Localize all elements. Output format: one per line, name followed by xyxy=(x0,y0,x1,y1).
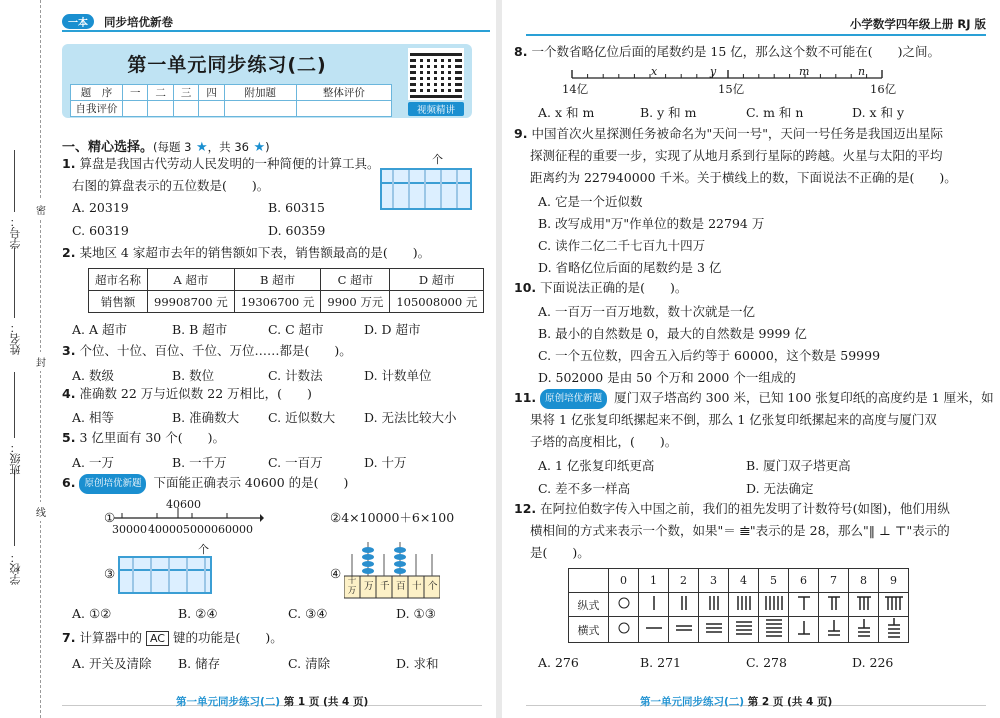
option-b[interactable]: B. 271 xyxy=(640,655,681,670)
table-row xyxy=(569,593,909,617)
option-b[interactable]: B. 储存 xyxy=(178,656,221,671)
table-cell: 6 xyxy=(789,569,819,593)
footer-right xyxy=(640,694,832,709)
number-underline xyxy=(14,150,15,212)
table-cell: 横式 xyxy=(569,617,609,643)
option-a[interactable]: A. A 超市 xyxy=(72,322,127,337)
option-a[interactable]: A. 1 亿张复印纸更高 xyxy=(538,458,655,473)
question-number: 8. xyxy=(514,44,528,59)
option-c[interactable]: C. 278 xyxy=(746,655,787,670)
rod-symbol xyxy=(729,593,759,617)
page-left xyxy=(0,0,498,718)
abacus-rod xyxy=(408,170,410,208)
question-number: 12. xyxy=(514,501,537,516)
section-note-c: ) xyxy=(265,140,270,154)
option-b[interactable]: B. B 超市 xyxy=(172,322,228,337)
option-d[interactable]: D. 十万 xyxy=(364,455,407,470)
question-text: 键的功能是( )。 xyxy=(172,630,283,645)
score-cell[interactable] xyxy=(123,101,148,117)
table-cell: 19306700 元 xyxy=(234,291,321,313)
title-box xyxy=(62,44,472,118)
rod-symbol xyxy=(669,593,699,617)
qr-caption: 视频精讲 xyxy=(408,102,464,116)
rod-symbol xyxy=(699,617,729,643)
place-label: 十万 xyxy=(347,576,357,596)
question-text: 一个数省略亿位后面的尾数约是 15 亿，那么这个数不可能在( )之间。 xyxy=(531,44,941,59)
question-1 xyxy=(62,154,379,174)
question-number: 6. xyxy=(62,475,76,490)
question-number: 2. xyxy=(62,245,76,260)
option-b[interactable]: B. 准确数大 xyxy=(172,410,240,425)
place-label: 十 xyxy=(412,581,422,592)
question-1-line2: 右图的算盘表示的五位数是( )。 xyxy=(72,178,270,193)
rod-symbol xyxy=(759,617,789,643)
table-cell: 超市名称 xyxy=(89,269,148,291)
fig1-tick-label: 50000 xyxy=(183,523,218,536)
question-text: 准确数 22 万与近似数 22 万相比，( ) xyxy=(79,386,312,401)
question-5 xyxy=(62,428,225,448)
rod-symbol xyxy=(639,593,669,617)
rod-symbol xyxy=(789,617,819,643)
table-row xyxy=(569,569,909,593)
score-cell: 四 xyxy=(199,85,224,101)
question-text: 厦门双子塔高约 300 米，已知 100 张复印纸的高度约是 1 厘米，如 xyxy=(614,390,994,405)
option-d[interactable]: D. 无法比较大小 xyxy=(364,410,457,425)
question-12 xyxy=(514,499,950,519)
question-text: 算盘是我国古代劳动人民发明的一种简便的计算工具。 xyxy=(79,156,380,171)
option-a[interactable]: A. 开关及清除 xyxy=(72,656,152,671)
line-label: 14亿 xyxy=(562,82,589,96)
rod-symbol xyxy=(609,617,639,643)
option-a[interactable]: A. 它是一个近似数 xyxy=(538,194,643,209)
question-6 xyxy=(62,473,348,494)
table-cell: 9 xyxy=(879,569,909,593)
fig3-abacus xyxy=(118,556,212,594)
fig1-label: ① xyxy=(104,510,116,525)
option-c[interactable]: C. 清除 xyxy=(288,656,331,671)
question-9 xyxy=(514,124,943,144)
question-number: 4. xyxy=(62,386,76,401)
table-cell: B 超市 xyxy=(234,269,321,291)
question-number: 3. xyxy=(62,343,76,358)
table-cell: 纵式 xyxy=(569,593,609,617)
option-d[interactable]: D. x 和 y xyxy=(852,105,905,120)
question-number: 1. xyxy=(62,156,76,171)
question-2 xyxy=(62,243,430,263)
fig2-expression: ②4×10000＋6×100 xyxy=(330,510,455,525)
question-text: 下面能正确表示 40600 的是( ) xyxy=(153,475,349,490)
option-a[interactable]: A. 相等 xyxy=(72,410,114,425)
table-cell: 销售额 xyxy=(89,291,148,313)
option-b[interactable]: B. 一千万 xyxy=(172,455,227,470)
ac-key: AC xyxy=(146,631,169,646)
qr-code-icon[interactable] xyxy=(408,48,464,100)
section-title: 一、精心选择。 xyxy=(62,140,154,155)
option-b[interactable]: B. ②④ xyxy=(178,606,218,621)
section-note-a: (每题 3 xyxy=(153,140,192,154)
line-label: 15亿 xyxy=(718,82,745,96)
table-cell: C 超市 xyxy=(321,269,390,291)
question-text: 个位、十位、百位、千位、万位……都是( )。 xyxy=(79,343,352,358)
score-cell: 二 xyxy=(148,85,173,101)
option-d[interactable]: D. D 超市 xyxy=(364,322,421,337)
question-text: 在阿拉伯数字传入中国之前，我们的祖先发明了计数符号(如图)，他们用纵 xyxy=(540,501,950,516)
option-d[interactable]: D. 无法确定 xyxy=(746,481,814,496)
question-3 xyxy=(62,341,352,361)
footer-left xyxy=(176,694,368,709)
rod-symbol xyxy=(819,617,849,643)
point-x: x xyxy=(651,65,658,78)
number-label: 学号： xyxy=(9,216,22,249)
seal-feng: 封 xyxy=(36,352,46,371)
table-cell: 5 xyxy=(759,569,789,593)
option-c[interactable]: C. 计数法 xyxy=(268,368,323,383)
point-m: m xyxy=(799,65,810,78)
option-d[interactable]: D. 省略亿位后面的尾数约是 3 亿 xyxy=(538,260,722,275)
question-number: 7. xyxy=(62,630,76,645)
footer-title: 第一单元同步练习(二) xyxy=(176,696,281,708)
question-12-line2: 横相间的方式来表示一个数，如果"＝ 𝍨"表示的是 28，那么"‖ ⊥ ⊤"表示的 xyxy=(530,523,950,538)
place-label: 个 xyxy=(428,581,438,592)
counting-rod-table xyxy=(568,568,909,643)
school-underline xyxy=(14,470,15,546)
option-c[interactable]: C. 读作二亿二千七百九十四万 xyxy=(538,238,706,253)
point-y: y xyxy=(710,65,717,78)
score-cell: 整体评价 xyxy=(296,85,391,101)
question-7 xyxy=(62,628,283,649)
score-cell[interactable] xyxy=(296,101,391,117)
table-cell: 3 xyxy=(699,569,729,593)
fig1-tick-label: 30000 xyxy=(112,523,147,536)
question-11-line3: 子塔的高度相比，( )。 xyxy=(530,434,678,449)
binding-strip xyxy=(0,0,62,718)
line-label: 16亿 xyxy=(870,82,897,96)
question-11-line2: 果将 1 亿张复印纸摞起来不倒，那么 1 亿张复印纸摞起来的高度与厦门双 xyxy=(530,412,937,427)
score-cell[interactable] xyxy=(224,101,296,117)
fig1-tick-label: 60000 xyxy=(218,523,253,536)
option-c[interactable]: C. 一百万 xyxy=(268,455,323,470)
option-a[interactable]: A. 276 xyxy=(538,655,579,670)
rod-symbol xyxy=(789,593,819,617)
fig3-label: ③ xyxy=(104,566,116,581)
option-a[interactable]: A. x 和 m xyxy=(538,105,595,120)
table-cell: A 超市 xyxy=(148,269,235,291)
original-tag: 原创培优新题 xyxy=(540,389,607,409)
option-a[interactable]: A. 一百万一百万地数，数十次就是一亿 xyxy=(538,304,755,319)
table-cell: 8 xyxy=(849,569,879,593)
table-cell: 99908700 元 xyxy=(148,291,235,313)
table-cell: 4 xyxy=(729,569,759,593)
table-cell: 2 xyxy=(669,569,699,593)
option-b[interactable]: B. 改写成用"万"作单位的数是 22794 万 xyxy=(538,216,765,231)
rod-symbol xyxy=(729,617,759,643)
score-cell: 附加题 xyxy=(224,85,296,101)
score-cell[interactable] xyxy=(148,101,173,117)
page-number: 第 2 页 (共 4 页) xyxy=(747,696,833,708)
abacus-rod xyxy=(424,170,426,208)
header-bar xyxy=(62,14,490,32)
option-b[interactable]: B. 厦门双子塔更高 xyxy=(746,458,851,473)
question-9-line2: 探测征程的重要一步，实现了从地月系到行星际的跨越。火星与太阳的平均 xyxy=(530,148,943,163)
option-a[interactable]: A. ①② xyxy=(72,606,112,621)
fig4-counting-rods xyxy=(344,540,440,600)
section-note-b: ，共 36 xyxy=(207,140,249,154)
option-c[interactable]: C. ③④ xyxy=(288,606,328,621)
table-row xyxy=(89,269,484,291)
abacus-rod xyxy=(204,558,206,592)
option-c[interactable]: C. 差不多一样高 xyxy=(538,481,631,496)
rod-symbol xyxy=(879,593,909,617)
page-number: 第 1 页 (共 4 页) xyxy=(283,696,369,708)
question-10 xyxy=(514,278,687,298)
score-row-header xyxy=(71,85,392,101)
table-cell: 1 xyxy=(639,569,669,593)
question-number: 9. xyxy=(514,126,528,141)
rod-symbol xyxy=(639,617,669,643)
place-label: 千 xyxy=(380,581,390,592)
point-n: n xyxy=(858,65,866,78)
fig1-top-label: 40600 xyxy=(166,498,201,511)
question-12-line3: 是( )。 xyxy=(530,545,590,560)
score-table xyxy=(70,84,392,117)
section-heading xyxy=(62,136,270,155)
book-name: 小学数学四年级上册 RJ 版 xyxy=(849,17,986,31)
table-cell xyxy=(569,569,609,593)
question-8 xyxy=(514,42,940,62)
option-b[interactable]: B. 最小的自然数是 0，最大的自然数是 9999 亿 xyxy=(538,326,807,341)
question-number: 11. xyxy=(514,390,537,405)
table-row xyxy=(569,617,909,643)
abacus-rod xyxy=(456,170,458,208)
score-cell: 三 xyxy=(173,85,198,101)
option-a[interactable]: A. 20319 xyxy=(72,200,129,215)
table-row xyxy=(89,291,484,313)
abacus-rod xyxy=(150,558,152,592)
rod-symbol xyxy=(699,593,729,617)
seal-xian: 线 xyxy=(36,502,46,521)
rod-symbol xyxy=(849,617,879,643)
score-cell[interactable] xyxy=(199,101,224,117)
place-label: 万 xyxy=(364,581,374,592)
option-d[interactable]: D. 求和 xyxy=(396,656,439,671)
option-b[interactable]: B. 60315 xyxy=(268,200,325,215)
name-label: 姓名： xyxy=(9,322,22,355)
abacus-rod xyxy=(132,558,134,592)
page-title: 第一单元同步练习(二) xyxy=(127,54,327,76)
abacus-mark: 个 xyxy=(432,153,443,166)
series-name: 同步培优新卷 xyxy=(104,15,174,29)
option-a[interactable]: A. 数级 xyxy=(72,368,114,383)
question-number: 10. xyxy=(514,280,537,295)
score-cell: 题 序 xyxy=(71,85,123,101)
question-9-line3: 距离约为 227940000 千米。关于横线上的数，下面说法不正确的是( )。 xyxy=(530,170,957,185)
question-number: 5. xyxy=(62,430,76,445)
fig3-mark: 个 xyxy=(198,543,209,556)
option-d[interactable]: D. 60359 xyxy=(268,223,326,238)
brand-logo: 一本 xyxy=(62,14,94,29)
option-c[interactable]: C. 60319 xyxy=(72,223,129,238)
score-cell[interactable] xyxy=(173,101,198,117)
star-icon: ★ xyxy=(196,140,208,155)
score-cell: 一 xyxy=(123,85,148,101)
sales-table xyxy=(88,268,484,313)
option-c[interactable]: C. 一个五位数，四舍五入后约等于 60000，这个数是 59999 xyxy=(538,348,881,363)
option-d[interactable]: D. ①③ xyxy=(396,606,436,621)
name-underline xyxy=(14,248,15,318)
header-rule xyxy=(526,34,986,36)
option-b[interactable]: B. 数位 xyxy=(172,368,215,383)
class-label: 班级： xyxy=(9,442,22,475)
footer-title: 第一单元同步练习(二) xyxy=(640,696,745,708)
rod-symbol xyxy=(819,593,849,617)
fig1-tick-label: 40000 xyxy=(148,523,183,536)
option-c[interactable]: C. 近似数大 xyxy=(268,410,336,425)
class-underline xyxy=(14,372,15,438)
table-cell: 105008000 元 xyxy=(390,291,484,313)
abacus-rod xyxy=(392,170,394,208)
star-icon: ★ xyxy=(253,140,266,155)
option-a[interactable]: A. 一万 xyxy=(72,455,114,470)
table-cell: 7 xyxy=(819,569,849,593)
seal-mi: 密 xyxy=(36,200,46,219)
table-cell: D 超市 xyxy=(390,269,484,291)
rod-symbol xyxy=(849,593,879,617)
question-text: 计算器中的 xyxy=(79,630,142,645)
table-cell: 9900 万元 xyxy=(321,291,390,313)
question-text: 某地区 4 家超市去年的销售额如下表，销售额最高的是( )。 xyxy=(79,245,431,260)
option-c[interactable]: C. m 和 n xyxy=(746,105,804,120)
option-b[interactable]: B. y 和 m xyxy=(640,105,697,120)
school-label: 学校： xyxy=(9,552,22,585)
question-4 xyxy=(62,384,312,404)
abacus-rod xyxy=(168,558,170,592)
question-text: 下面说法正确的是( )。 xyxy=(540,280,688,295)
question-11 xyxy=(514,388,994,409)
rod-symbol xyxy=(609,593,639,617)
table-cell: 0 xyxy=(609,569,639,593)
abacus-rod xyxy=(440,170,442,208)
rod-symbol xyxy=(669,617,699,643)
option-d[interactable]: D. 502000 是由 50 个万和 2000 个一组成的 xyxy=(538,370,796,385)
option-d[interactable]: D. 计数单位 xyxy=(364,368,432,383)
abacus-rod xyxy=(186,558,188,592)
question-text: 中国首次火星探测任务被命名为"天问一号"，天问一号任务是我国迈出星际 xyxy=(531,126,943,141)
option-c[interactable]: C. C 超市 xyxy=(268,322,324,337)
rod-symbol xyxy=(759,593,789,617)
option-d[interactable]: D. 226 xyxy=(852,655,894,670)
fig4-label: ④ xyxy=(330,566,342,581)
rod-symbol xyxy=(879,617,909,643)
score-cell: 自我评价 xyxy=(71,101,123,117)
question-text: 3 亿里面有 30 个( )。 xyxy=(79,430,225,445)
abacus-image xyxy=(380,168,472,210)
place-label: 百 xyxy=(396,581,406,592)
original-tag: 原创培优新题 xyxy=(79,474,146,494)
score-row-self xyxy=(71,101,392,117)
